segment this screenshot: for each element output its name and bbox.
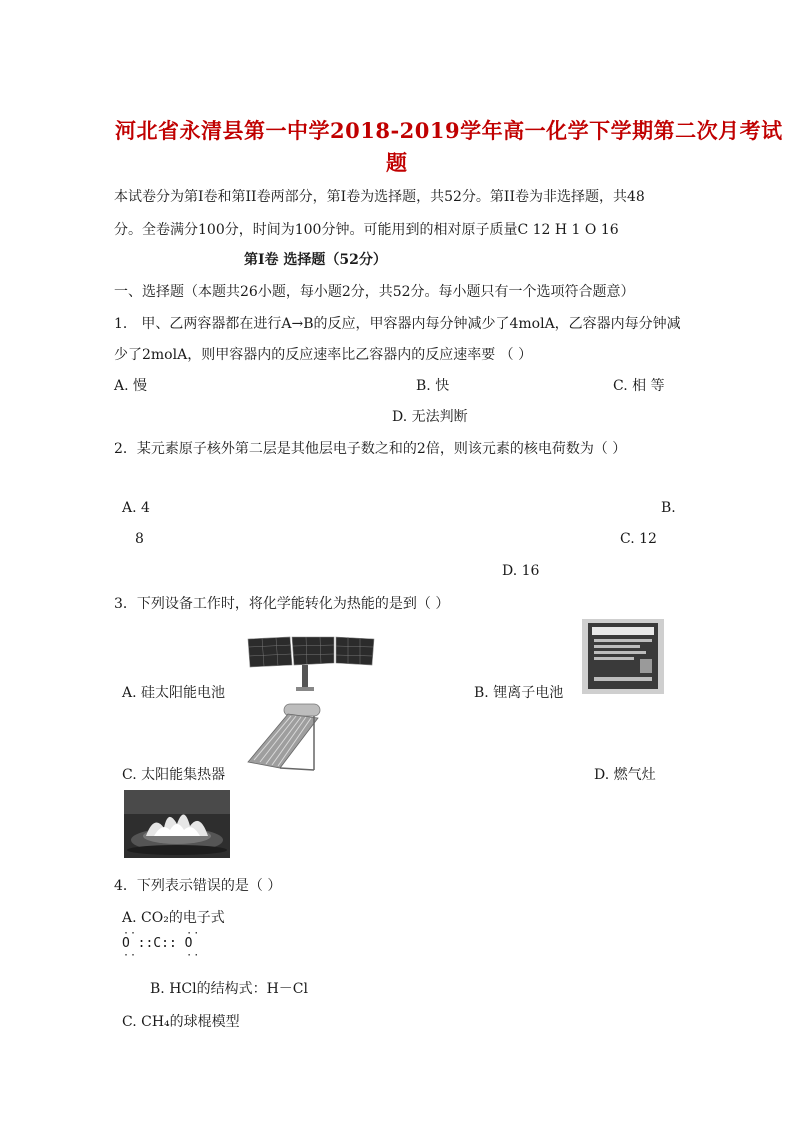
q1-stem-line-1: 1． 甲、乙两容器都在进行A→B的反应，甲容器内每分钟减少了4molA，乙容器内每分钟减: [114, 316, 681, 332]
intro-line-2: 分。全卷满分100分，时间为100分钟。可能用到的相对原子质量C 12 H 1 O 16: [114, 222, 619, 238]
q2-option-a: A. 4: [122, 500, 150, 516]
q2-option-d: D. 16: [502, 563, 540, 579]
lithium-battery-image: [582, 619, 664, 694]
lone-pair-dots-bottom: ·· ··: [123, 950, 201, 961]
q1-option-d: D. 无法判断: [392, 409, 468, 425]
section-instruction: 一、选择题（本题共26小题，每小题2分，共52分。每小题只有一个选项符合题意）: [114, 284, 635, 300]
q4-option-c: C. CH₄的球棍模型: [122, 1014, 240, 1030]
q4-option-b: B. HCl的结构式：H－Cl: [150, 981, 308, 997]
q4-option-a: A. CO₂的电子式: [122, 910, 225, 926]
lone-pair-dots-top: ·· ··: [123, 928, 201, 939]
page-title: 河北省永清县第一中学2018-2019学年高一化学下学期第二次月考试: [115, 118, 783, 143]
q3-stem: 3．下列设备工作时，将化学能转化为热能的是到（ ）: [114, 596, 450, 612]
intro-line-1: 本试卷分为第Ⅰ卷和第II卷两部分，第Ⅰ卷为选择题，共52分。第II卷为非选择题，共48: [114, 189, 645, 205]
q3-option-b: B. 锂离子电池: [474, 685, 564, 701]
q3-option-d: D. 燃气灶: [594, 767, 656, 783]
page-title-continued: 题: [386, 150, 408, 175]
solar-panel-image: [244, 635, 378, 693]
q2-stem: 2．某元素原子核外第二层是其他层电子数之和的2倍，则该元素的核电荷数为（ ）: [114, 441, 627, 457]
q2-option-c: C. 12: [620, 531, 657, 547]
q1-option-b: B. 快: [416, 378, 450, 394]
gas-stove-image: [124, 790, 230, 858]
q3-option-c: C. 太阳能集热器: [122, 767, 226, 783]
co2-formula-text: O ::C:: O: [122, 936, 193, 951]
q4-stem: 4．下列表示错误的是（ ）: [114, 878, 282, 894]
co2-electron-formula: [122, 928, 201, 961]
q2-option-b-letter: B.: [661, 500, 676, 516]
q3-option-a: A. 硅太阳能电池: [122, 685, 226, 701]
q1-option-a: A. 慢: [114, 378, 148, 394]
q1-option-c: C. 相 等: [613, 378, 665, 394]
solar-water-heater-image: [244, 702, 323, 774]
q2-option-b-value: 8: [135, 531, 144, 547]
q1-stem-line-2: 少了2molA，则甲容器内的反应速率比乙容器内的反应速率要 （ ）: [114, 347, 533, 363]
section-heading: 第Ⅰ卷 选择题（52分）: [244, 252, 387, 268]
